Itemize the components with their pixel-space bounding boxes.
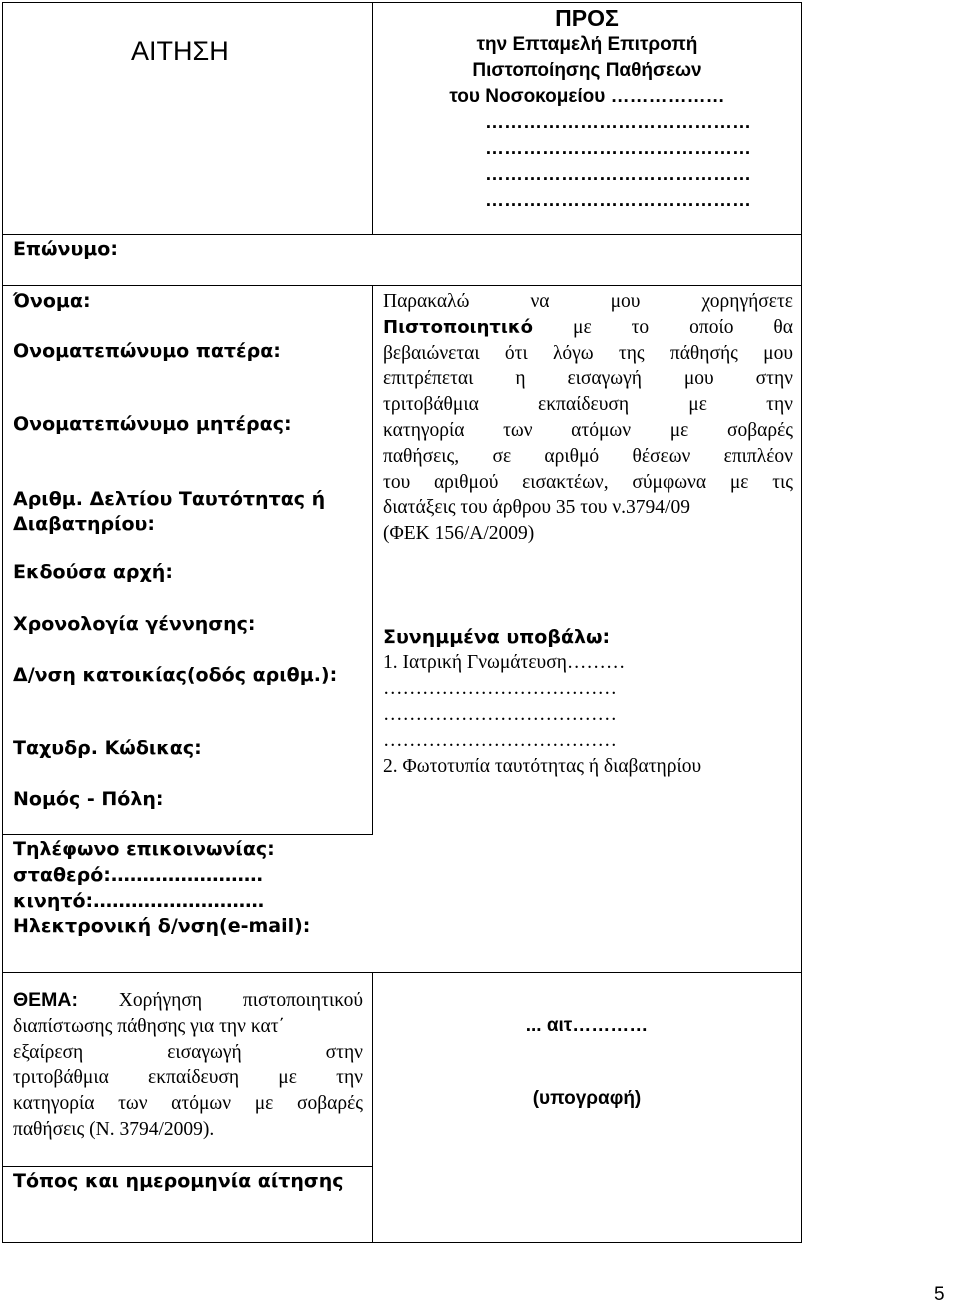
mother-name-label: Ονοματεπώνυμο μητέρας: [13, 413, 292, 435]
subject-line: διαπίστωσης πάθησης για την κατ΄ [13, 1015, 286, 1037]
request-line: του αριθμού εισακτέων, σύμφωνα με τις [383, 471, 793, 493]
email-label: Ηλεκτρονική δ/νση(e-mail): [13, 915, 311, 937]
recipient-line: Πιστοποίησης Παθήσεων [472, 60, 702, 81]
id-number-label-line2: Διαβατηρίου: [13, 513, 155, 535]
row-separator-4 [2, 972, 802, 973]
signature-label: (υπογραφή) [532, 1088, 642, 1109]
attachments-heading: Συνημμένα υποβάλω: [383, 626, 611, 648]
page-number: 5 [934, 1284, 945, 1305]
subject-text: Χορήγηση πιστοποιητικού [118, 990, 363, 1011]
request-line [383, 315, 793, 341]
recipient-line: την Επταμελή Επιτροπή [476, 34, 698, 55]
recipient-block [373, 5, 801, 214]
name-label: Όνομα: [13, 290, 91, 312]
subject-line: εξαίρεση εισαγωγή στην [13, 1041, 363, 1063]
postal-code-label: Ταχυδρ. Κώδικας: [13, 737, 202, 759]
certificate-emphasis: Πιστοποιητικό [383, 316, 534, 338]
contact-phone-label: Τηλέφωνο επικοινωνίας: [13, 838, 275, 860]
birth-date-label: Χρονολογία γέννησης: [13, 613, 256, 635]
request-line: επιτρέπεται η εισαγωγή μου στην [383, 368, 793, 390]
column-divider-middle [372, 285, 373, 835]
table-border-bottom [2, 1242, 802, 1243]
mobile-field: κινητό:……………………… [13, 890, 265, 912]
row-separator-1 [2, 234, 802, 235]
recipient-dots: …………………………………… [485, 138, 751, 159]
table-border-top [2, 2, 802, 3]
landline-field: σταθερό:…………………… [13, 864, 263, 886]
subject-line [13, 988, 363, 1014]
recipient-heading: ΠΡΟΣ [555, 5, 619, 31]
request-text [383, 289, 793, 547]
request-line: τριτοβάθμια εκπαίδευση με την [383, 394, 793, 416]
application-title: ΑΙΤΗΣΗ [131, 36, 229, 66]
request-line: κατηγορία των ατόμων με σοβαρές [383, 419, 793, 441]
surname-label: Επώνυμο: [13, 238, 118, 260]
attachment-item: 1. Ιατρική Γνωμάτευση……… [383, 652, 626, 673]
request-line-text: Πιστοποιητικό με το οποίο θα [383, 316, 793, 338]
attachments-block [383, 624, 793, 780]
father-name-label: Ονοματεπώνυμο πατέρα: [13, 340, 281, 362]
prefecture-city-label: Νομός - Πόλη: [13, 788, 164, 810]
request-line: παθήσεις, σε αριθμό θέσεων επιπλέον [383, 445, 793, 467]
subject-label: ΘΕΜΑ: [13, 989, 78, 1011]
subject-line: παθήσεις (Ν. 3794/2009). [13, 1118, 215, 1140]
subject-line: τριτοβάθμια εκπαίδευση με την [13, 1067, 363, 1089]
issuing-authority-label: Εκδούσα αρχή: [13, 561, 173, 583]
signature-date-line: ... αιτ………… [525, 1015, 649, 1036]
table-border-right [801, 2, 802, 1243]
subject-line: κατηγορία των ατόμων με σοβαρές [13, 1093, 363, 1115]
row-separator-5 [2, 1166, 373, 1167]
subject-block [13, 988, 363, 1143]
request-line: διατάξεις του άρθρου 35 του ν.3794/09 [383, 497, 690, 519]
attachment-dots: ……………………………… [383, 704, 617, 725]
request-line: βεβαιώνεται ότι λόγω της πάθησής μου [383, 342, 793, 364]
recipient-dots: …………………………………… [485, 164, 751, 185]
row-separator-3 [2, 834, 373, 835]
address-label: Δ/νση κατοικίας(οδός αριθμ.): [13, 664, 338, 686]
id-number-label-line1: Αριθμ. Δελτίου Ταυτότητας ή [13, 488, 326, 510]
table-border-left [2, 2, 3, 1243]
attachment-dots: ……………………………… [383, 730, 617, 751]
recipient-line: του Νοσοκομείου ……………… [449, 86, 725, 107]
attachment-dots: ……………………………… [383, 678, 617, 699]
request-line: Παρακαλώ να μου χορηγήσετε [383, 291, 793, 312]
place-and-date-label: Τόπος και ημερομηνία αίτησης [13, 1170, 344, 1192]
row-separator-2 [2, 285, 802, 286]
recipient-dots: …………………………………… [485, 112, 751, 133]
request-line: (ΦΕΚ 156/Α/2009) [383, 523, 535, 545]
attachment-item: 2. Φωτοτυπία ταυτότητας ή διαβατηρίου [383, 756, 702, 777]
recipient-dots: …………………………………… [485, 190, 751, 211]
